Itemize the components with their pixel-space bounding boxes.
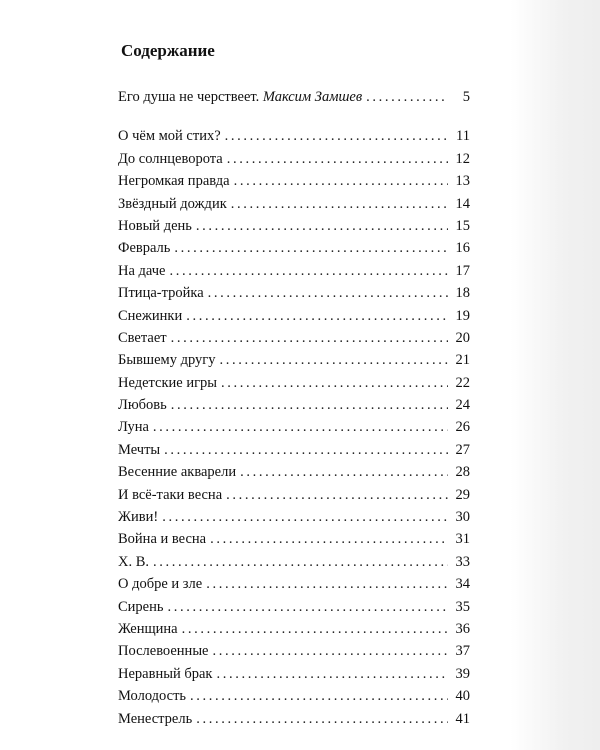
toc-entry xyxy=(118,193,470,215)
page-edge-shadow xyxy=(510,0,600,750)
toc-entry-page: 13 xyxy=(455,173,470,190)
toc-entry xyxy=(118,461,470,483)
toc-entry-page: 28 xyxy=(455,464,470,481)
toc-entry-page: 22 xyxy=(455,374,470,391)
toc-entry xyxy=(118,663,470,685)
toc-entry-title: Менестрель xyxy=(118,710,193,727)
toc-entry-page: 40 xyxy=(455,688,470,705)
toc-entry-title: О добре и зле xyxy=(118,576,203,593)
toc-entry xyxy=(118,708,470,730)
toc-entry-page: 33 xyxy=(455,553,470,570)
dot-leader xyxy=(153,416,448,438)
dot-leader xyxy=(182,618,448,640)
dot-leader xyxy=(216,663,448,685)
toc-entry-title: Луна xyxy=(118,419,149,436)
toc-entry-title: Недетские игры xyxy=(118,374,218,391)
toc-entry-page: 16 xyxy=(455,240,470,257)
toc-entry-title: Живи! xyxy=(118,509,159,526)
toc-entry-page: 18 xyxy=(455,285,470,302)
toc-entry-title: Любовь xyxy=(118,397,167,414)
toc-entry-page: 26 xyxy=(455,419,470,436)
toc-entry xyxy=(118,506,470,528)
toc-entry-page: 11 xyxy=(456,128,470,145)
toc-entry xyxy=(118,327,470,349)
toc-entry xyxy=(118,349,470,371)
toc-entry-page: 17 xyxy=(455,262,470,279)
toc-entry-title: Звёздный дождик xyxy=(118,195,227,212)
dot-leader xyxy=(196,215,448,237)
toc-entry-title: Весенние акварели xyxy=(118,464,237,481)
dot-leader xyxy=(234,170,448,192)
toc-entry-page: 39 xyxy=(455,665,470,682)
toc-entry-title: Новый день xyxy=(118,217,192,234)
toc-entry xyxy=(118,305,470,327)
toc-entry xyxy=(118,484,470,506)
toc-entry xyxy=(118,618,470,640)
toc-entry-page: 15 xyxy=(455,217,470,234)
toc-entry xyxy=(118,416,470,438)
toc-entry-title: Бывшему другу xyxy=(118,352,216,369)
toc-entry-title: И всё-таки весна xyxy=(118,486,223,503)
dot-leader xyxy=(196,708,448,730)
toc-entry-page: 20 xyxy=(455,329,470,346)
dot-leader xyxy=(170,260,449,282)
dot-leader xyxy=(240,461,448,483)
toc-entry-title: Женщина xyxy=(118,620,178,637)
toc-entry-title: Птица-тройка xyxy=(118,285,204,302)
toc-entry-page: 27 xyxy=(455,441,470,458)
toc-entry-page: 30 xyxy=(455,509,470,526)
toc-entry-title: Х. В. xyxy=(118,553,150,570)
toc-entry-title: Мечты xyxy=(118,441,161,458)
dot-leader xyxy=(190,685,448,707)
dot-leader xyxy=(213,640,449,662)
toc-entry xyxy=(118,237,470,259)
toc-entry-title: Послевоенные xyxy=(118,643,209,660)
dot-leader xyxy=(171,394,448,416)
toc-entry-page: 21 xyxy=(455,352,470,369)
toc-entry-title: Война и весна xyxy=(118,531,207,548)
dot-leader xyxy=(206,573,448,595)
dot-leader xyxy=(186,305,448,327)
toc-entry-title: Неравный брак xyxy=(118,665,213,682)
toc-entry-page: 31 xyxy=(455,531,470,548)
toc-entry xyxy=(118,596,470,618)
toc-entries xyxy=(118,125,470,730)
toc-entry xyxy=(118,170,470,192)
toc-entry xyxy=(118,260,470,282)
toc-entry-title: Светает xyxy=(118,329,167,346)
toc-entry-page: 29 xyxy=(455,486,470,503)
toc-entry xyxy=(118,528,470,550)
dot-leader xyxy=(162,506,448,528)
dot-leader xyxy=(219,349,448,371)
toc-entry xyxy=(118,394,470,416)
toc-list xyxy=(118,86,470,730)
toc-entry-page: 19 xyxy=(455,307,470,324)
toc-entry-author: Максим Замшев xyxy=(262,89,363,105)
toc-entry xyxy=(118,282,470,304)
dot-leader xyxy=(366,86,448,108)
toc-entry-title: Его душа не черствеет. xyxy=(118,89,260,105)
toc-entry-title: Сирень xyxy=(118,598,164,615)
toc-entry-title: О чём мой стих? xyxy=(118,128,221,145)
dot-leader xyxy=(227,148,448,170)
toc-entry xyxy=(118,215,470,237)
dot-leader xyxy=(171,327,448,349)
toc-entry xyxy=(118,573,470,595)
toc-entry-title: Снежинки xyxy=(118,307,183,324)
toc-entry xyxy=(118,372,470,394)
toc-entry-title: Молодость xyxy=(118,688,187,705)
toc-entry-title: На даче xyxy=(118,262,166,279)
toc-entry-title: Негромкая правда xyxy=(118,173,230,190)
dot-leader xyxy=(231,193,448,215)
dot-leader xyxy=(208,282,448,304)
toc-entry-page: 34 xyxy=(455,576,470,593)
toc-entry xyxy=(118,439,470,461)
dot-leader xyxy=(221,372,448,394)
toc-entry xyxy=(118,125,470,147)
toc-entry xyxy=(118,640,470,662)
toc-entry-title: До солнцеворота xyxy=(118,150,223,167)
toc-entry-page: 35 xyxy=(455,598,470,615)
toc-entry xyxy=(118,551,470,573)
toc-entry-intro xyxy=(118,86,470,108)
dot-leader xyxy=(210,528,448,550)
toc-entry-page: 5 xyxy=(462,89,470,105)
toc-entry-page: 36 xyxy=(455,620,470,637)
toc-entry-page: 24 xyxy=(455,397,470,414)
toc-entry xyxy=(118,148,470,170)
dot-leader xyxy=(153,551,448,573)
toc-entry-page: 12 xyxy=(455,150,470,167)
dot-leader xyxy=(226,484,448,506)
toc-entry-page: 37 xyxy=(455,643,470,660)
toc-entry xyxy=(118,685,470,707)
dot-leader xyxy=(225,125,448,147)
dot-leader xyxy=(168,596,449,618)
dot-leader xyxy=(164,439,448,461)
dot-leader xyxy=(174,237,448,259)
toc-entry-page: 41 xyxy=(455,710,470,727)
toc-heading: Содержание xyxy=(121,41,215,60)
toc-entry-page: 14 xyxy=(455,195,470,212)
toc-entry-title: Февраль xyxy=(118,240,171,257)
